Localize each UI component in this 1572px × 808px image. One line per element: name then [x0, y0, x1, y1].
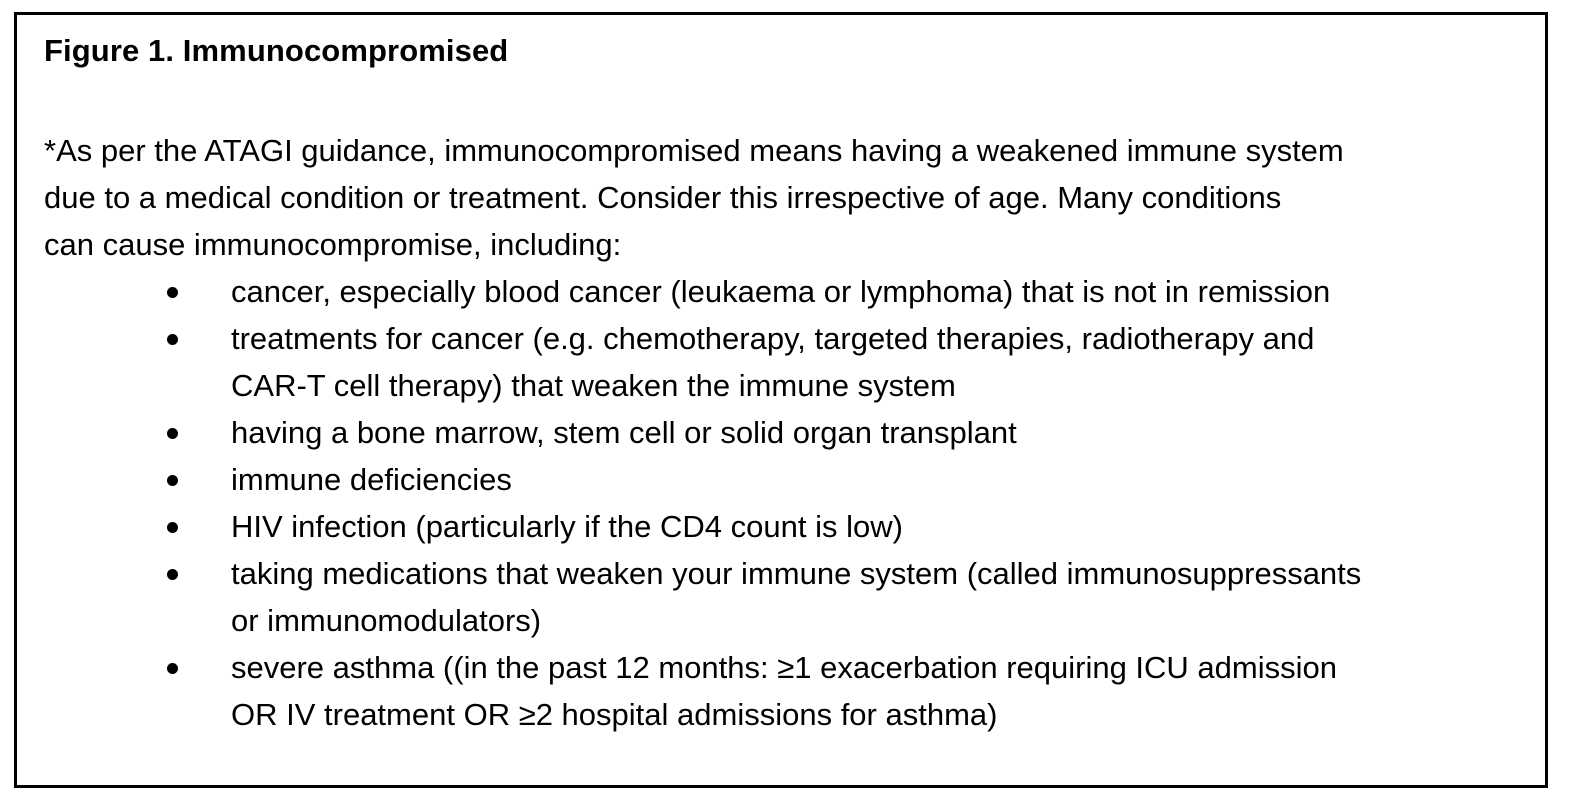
conditions-list: [167, 268, 1537, 738]
list-item-text: treatments for cancer (e.g. chemotherapy, targeted therapies, radiotherapy and: [231, 321, 1315, 356]
list-item-text: OR IV treatment OR ≥2 hospital admissions for asthma): [231, 697, 998, 732]
list-item: [167, 644, 1537, 738]
list-item: [167, 456, 1537, 503]
list-item-text: severe asthma ((in the past 12 months: ≥1 exacerbation requiring ICU admission: [231, 650, 1337, 685]
bullet-icon: [167, 475, 178, 486]
list-item: [167, 550, 1537, 644]
figure-title: Figure 1. Immunocompromised: [44, 33, 509, 68]
intro-line: can cause immunocompromise, including:: [44, 227, 622, 262]
intro-line: *As per the ATAGI guidance, immunocompromised means having a weakened immune system: [44, 133, 1344, 168]
list-item-text: taking medications that weaken your immune system (called immunosuppressants: [231, 556, 1362, 591]
list-item-text: or immunomodulators): [231, 603, 542, 638]
list-item: [167, 268, 1537, 315]
list-item: [167, 503, 1537, 550]
bullet-icon: [167, 428, 178, 439]
list-item-text: having a bone marrow, stem cell or solid organ transplant: [231, 415, 1017, 450]
list-item-text: HIV infection (particularly if the CD4 count is low): [231, 509, 903, 544]
list-item: [167, 315, 1537, 409]
list-item-text: immune deficiencies: [231, 462, 512, 497]
list-item-text: CAR-T cell therapy) that weaken the immune system: [231, 368, 956, 403]
intro-paragraph: [44, 127, 1544, 268]
intro-line: due to a medical condition or treatment. Consider this irrespective of age. Many conditions: [44, 180, 1282, 215]
list-item-text: cancer, especially blood cancer (leukaema or lymphoma) that is not in remission: [231, 274, 1331, 309]
bullet-icon: [167, 522, 178, 533]
bullet-icon: [167, 334, 178, 345]
bullet-icon: [167, 663, 178, 674]
bullet-icon: [167, 287, 178, 298]
bullet-icon: [167, 569, 178, 580]
list-item: [167, 409, 1537, 456]
figure-box: [14, 12, 1548, 788]
